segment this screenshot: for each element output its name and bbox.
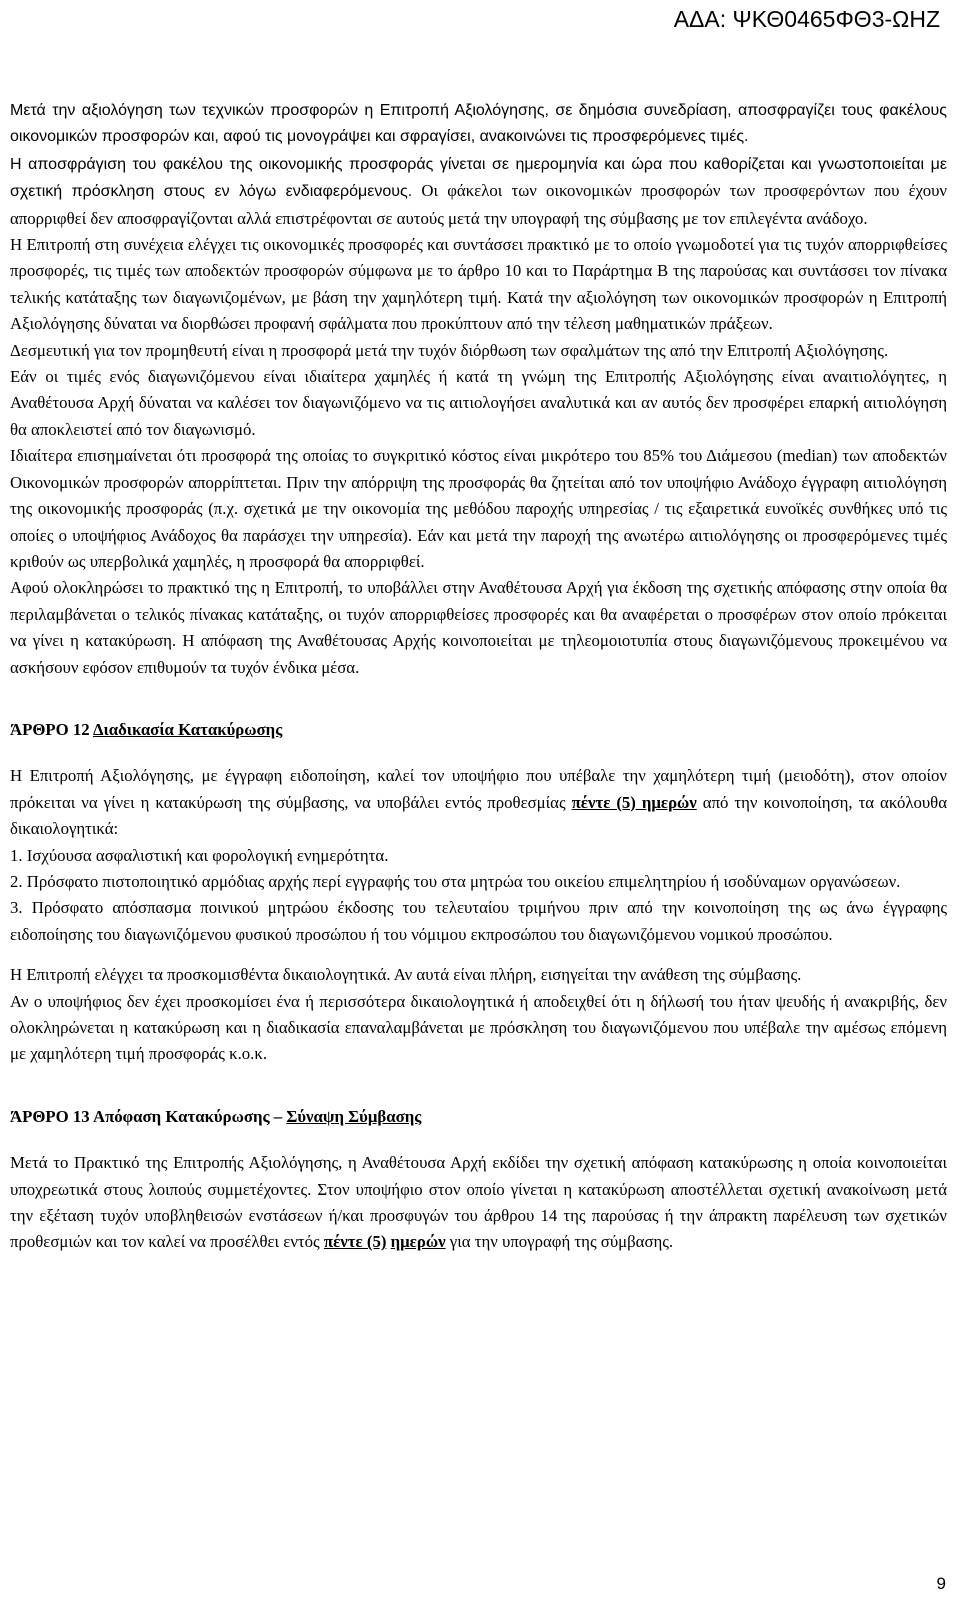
unsealing-text-serif: Οι φάκελοι των οικονομικών προσφορών των προσφερόντων που έχουν απορριφθεί δεν αποσφραγίζονται αλλά επιστρέφονται σε αυτούς μετά την υπογραφή της σύμβασης με τον επιλεγέντα ανάδοχο. bbox=[10, 181, 947, 228]
paragraph-opening: Μετά την αξιολόγηση των τεχνικών προσφορών η Επιτροπή Αξιολόγησης, σε δημόσια συνεδρίαση, αποσφραγίζει τους φακέλους οικονομικών προσφορών και, αφού τις μονογράψει και σφραγίσει, ανακοινώνει τις προσφερόμενες τιμές. bbox=[10, 102, 947, 146]
article-12-title: Διαδικασία Κατακύρωσης bbox=[92, 719, 283, 739]
paragraph-award-decision bbox=[10, 1150, 947, 1256]
list-item-3: 3. Πρόσφατο απόσπασμα ποινικού μητρώου έκδοσης του τελευταίου τριμήνου πριν από την κοινοποίηση της ως άνω έγγραφης ειδοποίησης του διαγωνιζόμενου φυσικού προσώπου ή του νόμιμου εκπροσώπου του διαγωνιζόμενου νομικού προσώπου. bbox=[10, 898, 947, 944]
ada-code: ΑΔΑ: ΨΚΘ0465ΦΘ3-ΩΗΖ bbox=[673, 6, 940, 32]
paragraph-median-rule: Ιδιαίτερα επισημαίνεται ότι προσφορά της οποίας το συγκριτικό κόστος είναι μικρότερο του 85% του Διάμεσου (median) των αποδεκτών Οικονομικών προσφορών απορρίπτεται. Πριν την απόρριψη της προσφοράς θα ζητείται από τον υποψήφιο Ανάδοχο έγγραφη αιτιολόγηση της οικονομικής προσφοράς (π.χ. σχετικά με την οικονομία της μεθόδου παροχής υπηρεσίας / τις εξαιρετικά ευνοϊκές συνθήκες υπό τις οποίες ο υποψήφιος Ανάδοχος θα παράσχει την υπηρεσία). Εάν και μετά την παροχή της ανωτέρω αιτιολόγησης οι προσφερόμενες τιμές κριθούν ως υπερβολικά χαμηλές, η προσφορά θα απορριφθεί. bbox=[10, 446, 947, 571]
award-text-e: για την υπογραφή της σύμβασης. bbox=[445, 1232, 674, 1252]
invitation-text-a: Η Επιτροπή Αξιολόγησης, με έγγραφη ειδοποίηση, καλεί τον υποψήφιο που υπέβαλε την χαμηλότερη τιμή (μειοδότη), στον οποίον πρόκειται να γίνει η κατακύρωση της σύμβασης, να υποβάλει εντός προθεσμίας bbox=[10, 766, 947, 812]
paragraph-invitation bbox=[10, 763, 947, 842]
unsealing-text-sans: Η αποσφράγιση του φακέλου της οικονομικής προσφοράς γίνεται σε ημερομηνία και ώρα που καθορίζεται και γνωστοποιείται με σχετική πρόσκληση στους εν λόγω ενδιαφερόμενους. bbox=[10, 155, 947, 201]
paragraph-unsealing bbox=[10, 151, 947, 232]
article-13-title: Σύναψη Σύμβασης bbox=[286, 1106, 422, 1126]
paragraph-low-prices: Εάν οι τιμές ενός διαγωνιζόμενου είναι ιδιαίτερα χαμηλές ή κατά τη γνώμη της Επιτροπής Αξιολόγησης είναι αναιτιολόγητες, η Αναθέτουσα Αρχή δύναται να καλέσει τον διαγωνιζόμενο να τις αιτιολογήσει αναλυτικά και αν αυτός δεν προσφέρει επαρκή αιτιολόγηση θα αποκλειστεί από τον διαγωνισμό. bbox=[10, 367, 947, 439]
document-body bbox=[10, 98, 947, 1256]
deadline-emphasis-3: ημερών bbox=[390, 1232, 446, 1252]
paragraph-failure: Αν ο υποψήφιος δεν έχει προσκομίσει ένα ή περισσότερα δικαιολογητικά ή αποδειχθεί ότι η δήλωσή του ήταν ψευδής ή ανακριβής, δεν ολοκληρώνεται η κατακύρωση και η διαδικασία επαναλαμβάνεται με πρόσκληση του διαγωνιζόμενου που υπέβαλε την αμέσως επόμενη με χαμηλότερη τιμή προσφοράς κ.ο.κ. bbox=[10, 991, 947, 1064]
article-12-heading bbox=[10, 717, 947, 743]
article-12-prefix: ΆΡΘΡΟ 12 bbox=[10, 719, 93, 739]
deadline-emphasis: πέντε (5) ημερών bbox=[571, 792, 697, 812]
paragraph-decision: Αφού ολοκληρώσει το πρακτικό της η Επιτροπή, το υποβάλλει στην Αναθέτουσα Αρχή για έκδοση της σχετικής απόφασης στην οποία θα περιλαμβάνεται ο τελικός πίνακας κατάταξης, οι τυχόν απορριφθείσες προσφορές και θα αναφέρεται ο προσφέρων στον οποίο πρόκειται να γίνει η κατακύρωση. Η απόφαση της Αναθέτουσας Αρχής κοινοποιείται με τηλεομοιοτυπία στους διαγωνιζόμενους προκειμένου να ασκήσουν εφόσον επιθυμούν τα τυχόν ένδικα μέσα. bbox=[10, 578, 947, 677]
article-13-prefix: ΆΡΘΡΟ 13 Απόφαση Κατακύρωσης – bbox=[10, 1106, 287, 1126]
paragraph-check-documents: Η Επιτροπή ελέγχει τα προσκομισθέντα δικαιολογητικά. Αν αυτά είναι πλήρη, εισηγείται την ανάθεση της σύμβασης. bbox=[10, 965, 802, 985]
paragraph-committee-review: Η Επιτροπή στη συνέχεια ελέγχει τις οικονομικές προσφορές και συντάσσει πρακτικό με το οποίο γνωμοδοτεί για τις τυχόν απορριφθείσες προσφορές, τις τιμές των αποδεκτών προσφορών σύμφωνα με το άρθρο 10 και το Παράρτημα Β της παρούσας και συντάσσει τον πίνακα τελικής κατάταξης των διαγωνιζομένων, με βάση την χαμηλότερη τιμή. Κατά την αξιολόγηση των οικονομικών προσφορών η Επιτροπή Αξιολόγησης δύναται να διορθώσει προφανή σφάλματα που προκύπτουν από την τέλεση μαθηματικών πράξεων. bbox=[10, 235, 947, 334]
award-text-a: Μετά το Πρακτικό της Επιτροπής Αξιολόγησης, η Αναθέτουσα Αρχή εκδίδει την σχετική απόφαση κατακύρωσης η οποία κοινοποιείται υποχρεωτικά στους λοιπούς συμμετέχοντες. Στον υποψήφιο στον οποίο γίνεται η κατακύρωση αποστέλλεται σχετική ανακοίνωση μετά την εξέταση τυχόν υποβληθεισών ενστάσεων ή/και προσφυγών του άρθρου 14 της παρούσας ή την άπρακτη παρέλευση των σχετικών προθεσμιών και τον καλεί να προσέλθει εντός bbox=[10, 1153, 947, 1252]
article-13-heading bbox=[10, 1104, 947, 1130]
deadline-emphasis-2: πέντε (5) bbox=[323, 1232, 387, 1252]
paragraph-binding-offer: Δεσμευτική για τον προμηθευτή είναι η προσφορά μετά την τυχόν διόρθωση των σφαλμάτων της από την Επιτροπή Αξιολόγησης. bbox=[10, 340, 889, 360]
list-item-2: 2. Πρόσφατο πιστοποιητικό αρμόδιας αρχής περί εγγραφής του στα μητρώα του οικείου επιμελητηρίου ή ισοδύναμων οργανώσεων. bbox=[10, 871, 901, 891]
invitation-text-c: από την κοινοποίηση, τα ακόλουθα δικαιολογητικά: bbox=[10, 792, 947, 839]
page-number: 9 bbox=[936, 1574, 946, 1593]
list-item-1: 1. Ισχύουσα ασφαλιστική και φορολογική ενημερότητα. bbox=[10, 845, 389, 865]
